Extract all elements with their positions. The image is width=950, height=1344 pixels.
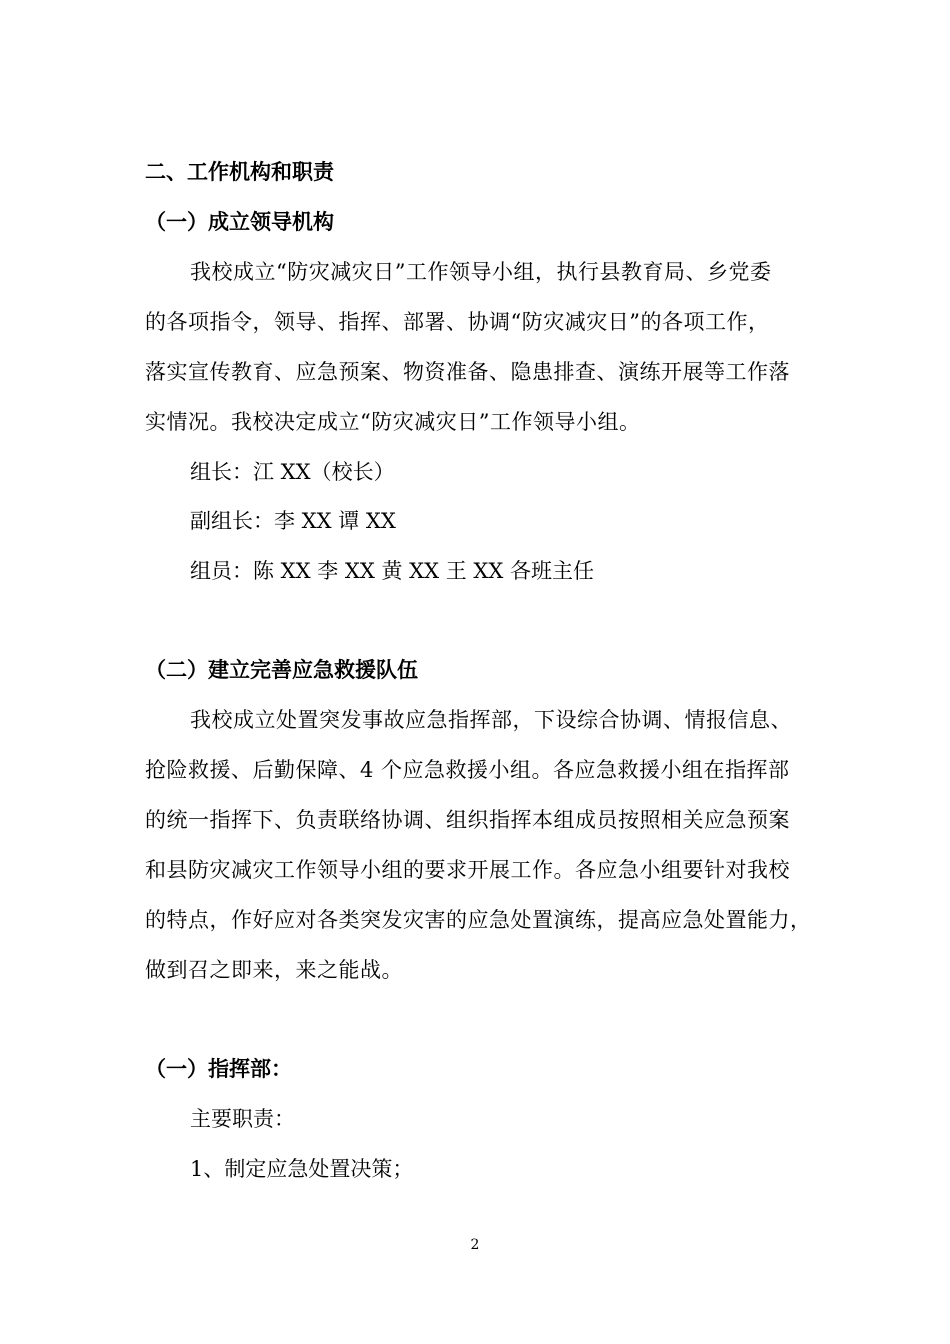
paragraph-line: 做到召之即来，来之能战。 [145,958,403,982]
paragraph-line: 落实宣传教育、应急预案、物资准备、隐患排查、演练开展等工作落 [145,360,790,384]
page-number: 2 [470,1237,480,1253]
paragraph-line: 的特点，作好应对各类突发灾害的应急处置演练，提高应急处置能力， [145,908,812,932]
subsection-heading-command: （一）指挥部： [145,1057,292,1081]
duty-item: 1、制定应急处置决策； [190,1157,414,1181]
paragraph-line: 实情况。我校决定成立“防灾减灾日”工作领导小组。 [145,410,641,434]
paragraph-line: 的统一指挥下、负责联络协调、组织指挥本组成员按照相关应急预案 [145,808,790,832]
subsection-heading-rescue-team: （二）建立完善应急救援队伍 [145,658,418,682]
paragraph-line: 抢险救援、后勤保障、4 个应急救援小组。各应急救援小组在指挥部 [145,758,790,782]
section-title: 二、工作机构和职责 [145,160,334,184]
subsection-heading-leadership: （一）成立领导机构 [145,210,334,234]
members-line: 组员：陈 XX 李 XX 黄 XX 王 XX 各班主任 [190,559,595,583]
paragraph-line: 的各项指令，领导、指挥、部署、协调“防灾减灾日”的各项工作， [145,310,770,334]
deputy-leader-line: 副组长：李 XX 谭 XX [190,509,396,533]
duties-label: 主要职责： [190,1107,295,1131]
paragraph-line: 我校成立“防灾减灾日”工作领导小组，执行县教育局、乡党委 [190,260,772,284]
leader-line: 组长：江 XX（校长） [190,460,395,484]
paragraph-line: 和县防灾减灾工作领导小组的要求开展工作。各应急小组要针对我校 [145,858,790,882]
paragraph-line: 我校成立处置突发事故应急指挥部，下设综合协调、情报信息、 [190,708,792,732]
